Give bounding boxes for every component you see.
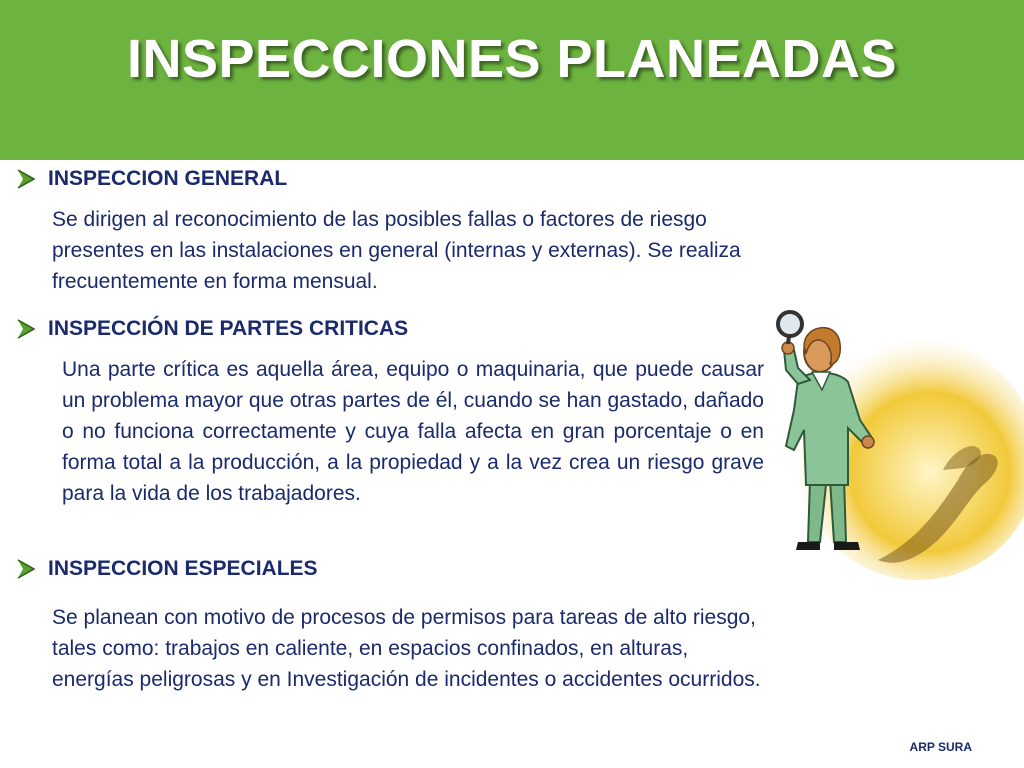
slide-title: INSPECCIONES PLANEADAS	[126, 29, 898, 89]
section-title: INSPECCION ESPECIALES	[48, 557, 318, 580]
arrow-bullet-icon	[14, 557, 38, 581]
footer-brand: ARP SURA	[909, 740, 972, 754]
section-title: INSPECCIÓN DE PARTES CRITICAS	[48, 317, 409, 340]
section-title: INSPECCION GENERAL	[48, 167, 288, 190]
arrow-bullet-icon	[14, 167, 38, 191]
section-heading-critical-parts	[14, 314, 408, 344]
section-heading-general	[14, 164, 287, 194]
section-body-general: Se dirigen al reconocimiento de las posibles fallas o factores de riesgo presentes en las instalaciones en general (internas y externas). Se realiza frecuentemente en forma mensual.	[52, 208, 741, 293]
section-heading-special	[14, 554, 318, 584]
inspector-with-magnifying-glass-icon	[768, 310, 1024, 580]
section-body-critical-parts: Una parte crítica es aquella área, equipo o maquinaria, que puede causar un problema mayor que otras partes de él, cuando se han gastado, dañado o no funciona correctamente y cuya falla afecta en gran porcentaje o en forma total a la producción, a la propiedad y a la vez crea un riesgo grave para la vida de los trabajadores.	[62, 358, 764, 505]
section-body-special: Se planean con motivo de procesos de permisos para tareas de alto riesgo, tales como: trabajos en caliente, en espacios confinados, en alturas, energías peligrosas y en Investigación de incidentes o accidentes ocurridos.	[52, 606, 761, 691]
arrow-bullet-icon	[14, 317, 38, 341]
